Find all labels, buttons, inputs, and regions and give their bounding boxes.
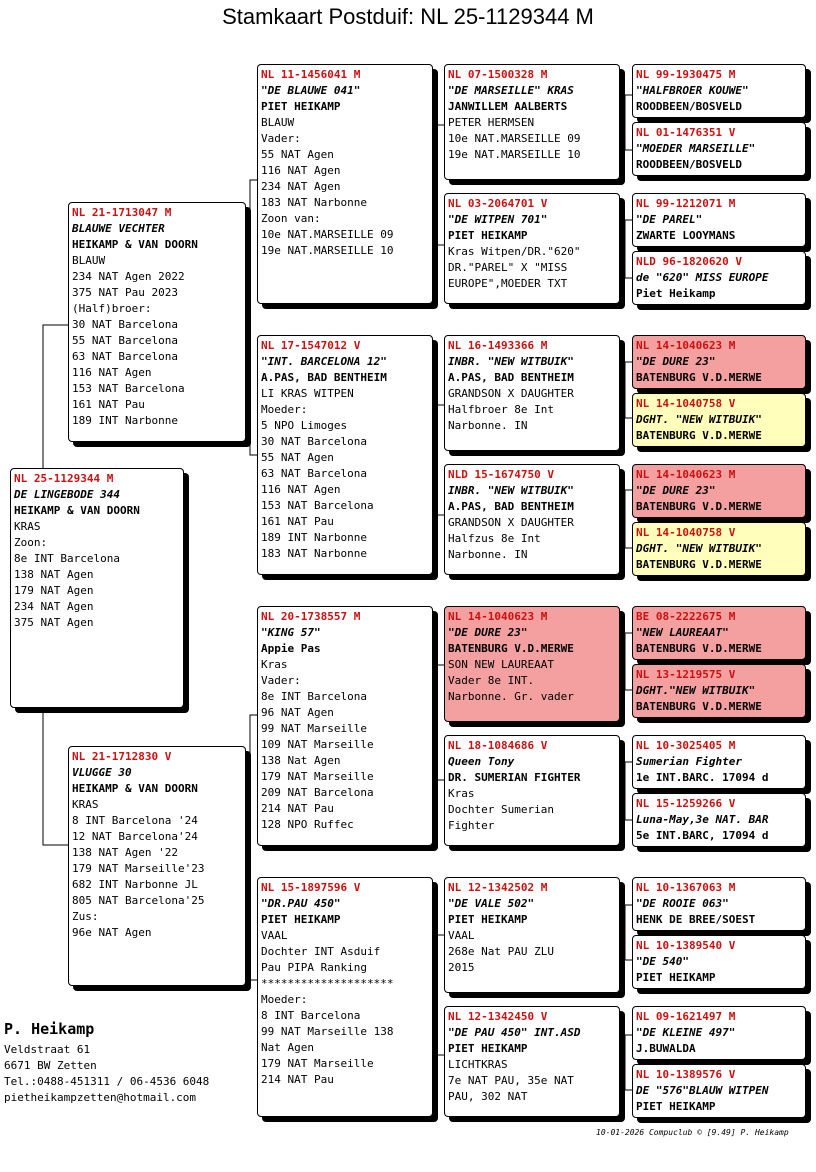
info-line: Fighter: [448, 819, 495, 832]
info-line: 63 NAT Barcelona: [72, 350, 178, 363]
info-line: Narbonne. IN: [448, 419, 528, 432]
ring-number: NL 15-1259266 V: [636, 797, 736, 810]
info-line: 375 NAT Agen: [14, 616, 94, 629]
info-line: 55 NAT Agen: [261, 148, 334, 161]
pedigree-card-g3[interactable]: [632, 193, 806, 247]
pigeon-name: "DE ROOIE 063": [636, 897, 729, 910]
breeder: ZWARTE LOOYMANS: [636, 229, 736, 242]
breeder: BATENBURG V.D.MERWE: [448, 642, 574, 655]
pedigree-card-g2[interactable]: [632, 122, 806, 176]
info-line: 805 NAT Barcelona'25: [72, 894, 205, 907]
info-line: 209 NAT Barcelona: [261, 786, 374, 799]
breeder: HEIKAMP & VAN DOORN: [14, 504, 140, 517]
info-line: Kras: [448, 787, 475, 800]
pedigree-card-father-sire[interactable]: [257, 64, 433, 304]
pigeon-name: "NEW LAUREAAT": [636, 626, 729, 639]
ring-number: NL 16-1493366 M: [448, 339, 548, 352]
pedigree-card-g5[interactable]: [632, 335, 806, 389]
breeder: BATENBURG V.D.MERWE: [636, 371, 762, 384]
info-line: 153 NAT Barcelona: [72, 382, 185, 395]
info-line: 234 NAT Agen: [261, 180, 341, 193]
info-line: 19e NAT.MARSEILLE 10: [448, 148, 581, 161]
breeder: 5e INT.BARC, 17094 d: [636, 829, 769, 842]
info-line: 161 NAT Pau: [72, 398, 145, 411]
info-line: Dochter INT Asduif: [261, 945, 381, 958]
pigeon-name: "DE DURE 23": [636, 484, 716, 497]
ring-number: NL 99-1212071 M: [636, 197, 736, 210]
breeder: A.PAS, BAD BENTHEIM: [448, 500, 574, 513]
pedigree-card-mother[interactable]: [68, 746, 246, 986]
info-line: Moeder:: [261, 403, 308, 416]
ring-number: NL 03-2064701 V: [448, 197, 548, 210]
pedigree-card-g13[interactable]: [632, 877, 806, 931]
breeder: HENK DE BREE/SOEST: [636, 913, 756, 926]
ring-number: NL 12-1342450 V: [448, 1010, 548, 1023]
info-line: Vader:: [261, 674, 301, 687]
breeder: HEIKAMP & VAN DOORN: [72, 238, 198, 251]
pigeon-name: "DE WITPEN 701": [448, 213, 548, 226]
info-line: Vader:: [261, 132, 301, 145]
pedigree-card-g4[interactable]: [632, 251, 806, 305]
info-line: 116 NAT Agen: [261, 164, 341, 177]
pigeon-name: de "620" MISS EUROPE: [636, 271, 769, 284]
info-line: SON NEW LAUREAAT: [448, 658, 554, 671]
pedigree-card-g11[interactable]: [632, 735, 806, 789]
info-line: 116 NAT Agen: [261, 483, 341, 496]
breeder: PIET HEIKAMP: [636, 1100, 716, 1113]
info-line: Vader 8e INT.: [448, 674, 535, 687]
info-line: 10e NAT.MARSEILLE 09: [261, 228, 394, 241]
pedigree-card-father[interactable]: [68, 202, 246, 442]
owner-block: [4, 1018, 209, 1106]
info-line: DR."PAREL" X "MISS: [448, 261, 568, 274]
info-line: 8e INT Barcelona: [261, 690, 367, 703]
info-line: 214 NAT Pau: [261, 1073, 334, 1086]
pedigree-card-mother-sire[interactable]: [257, 606, 433, 846]
pedigree-card-mm-sire[interactable]: [444, 877, 620, 993]
breeder: PIET HEIKAMP: [448, 913, 528, 926]
pedigree-card-mf-dam[interactable]: [444, 735, 620, 846]
info-line: 96 NAT Agen: [261, 706, 334, 719]
ring-number: NL 14-1040758 V: [636, 526, 736, 539]
pedigree-card-g10[interactable]: [632, 664, 806, 718]
pigeon-name: "KING 57": [261, 626, 321, 639]
ring-number: NL 15-1897596 V: [261, 881, 361, 894]
info-line: GRANDSON X DAUGHTER: [448, 387, 574, 400]
info-line: 189 INT Narbonne: [72, 414, 178, 427]
info-line: Zoon van:: [261, 212, 321, 225]
info-line: 375 NAT Pau 2023: [72, 286, 178, 299]
ring-number: NLD 15-1674750 V: [448, 468, 554, 481]
owner-address-street: Veldstraat 61: [4, 1043, 91, 1056]
info-line: 179 NAT Agen: [14, 584, 94, 597]
pedigree-card-g15[interactable]: [632, 1006, 806, 1060]
ring-number: NL 01-1476351 V: [636, 126, 736, 139]
info-line: Moeder:: [261, 993, 308, 1006]
info-line: 682 INT Narbonne JL: [72, 878, 198, 891]
info-line: 2015: [448, 961, 475, 974]
breeder: PIET HEIKAMP: [448, 229, 528, 242]
info-line: Narbonne. IN: [448, 548, 528, 561]
info-line: BLAUW: [72, 254, 106, 267]
pedigree-card-g6[interactable]: [632, 393, 806, 447]
info-line: 12 NAT Barcelona'24: [72, 830, 198, 843]
info-line: PAU, 302 NAT: [448, 1090, 528, 1103]
pedigree-card-ff-dam[interactable]: [444, 193, 620, 304]
ring-number: NLD 96-1820620 V: [636, 255, 742, 268]
info-line: PETER HERMSEN: [448, 116, 535, 129]
info-line: LICHTKRAS: [448, 1058, 508, 1071]
info-line: 116 NAT Agen: [72, 366, 152, 379]
info-line: KRAS: [72, 798, 99, 811]
info-line: 96e NAT Agen: [72, 926, 152, 939]
ring-number: NL 10-3025405 M: [636, 739, 736, 752]
ring-number: NL 18-1084686 V: [448, 739, 548, 752]
info-line: Zus:: [72, 910, 99, 923]
info-line: 8 INT Barcelona: [261, 1009, 361, 1022]
pedigree-card-father-dam[interactable]: [257, 335, 433, 575]
info-line: 55 NAT Agen: [261, 451, 334, 464]
info-line: VAAL: [261, 929, 288, 942]
pedigree-card-g1[interactable]: [632, 64, 806, 118]
ring-number: NL 14-1040623 M: [636, 468, 736, 481]
ring-number: NL 07-1500328 M: [448, 68, 548, 81]
pigeon-name: "HALFBROER KOUWE": [636, 84, 749, 97]
ring-number: NL 10-1367063 M: [636, 881, 736, 894]
ring-number: NL 14-1040623 M: [636, 339, 736, 352]
info-line: 234 NAT Agen: [14, 600, 94, 613]
ring-number: NL 17-1547012 V: [261, 339, 361, 352]
pigeon-name: DGHT. "NEW WITBUIK": [636, 413, 762, 426]
pedigree-card-subject[interactable]: [10, 468, 184, 708]
pigeon-name: "DE BLAUWE 041": [261, 84, 361, 97]
ring-number: NL 25-1129344 M: [14, 472, 114, 485]
owner-email[interactable]: pietheikampzetten@hotmail.com: [4, 1091, 197, 1104]
info-line: 30 NAT Barcelona: [72, 318, 178, 331]
info-line: 10e NAT.MARSEILLE 09: [448, 132, 581, 145]
ring-number: NL 13-1219575 V: [636, 668, 736, 681]
pedigree-card-mm-dam[interactable]: [444, 1006, 620, 1117]
breeder: DR. SUMERIAN FIGHTER: [448, 771, 581, 784]
ring-number: NL 14-1040758 V: [636, 397, 736, 410]
pedigree-card-fm-dam[interactable]: [444, 464, 620, 575]
info-line: 179 NAT Marseille: [261, 1057, 374, 1070]
pigeon-name: DE LINGEBODE 344: [14, 488, 120, 501]
breeder: HEIKAMP & VAN DOORN: [72, 782, 198, 795]
pigeon-name: "DE PAU 450" INT.ASD: [448, 1026, 581, 1039]
owner-name: P. Heikamp: [4, 1020, 95, 1038]
info-line: 183 NAT Narbonne: [261, 196, 367, 209]
page-title: Stamkaart Postduif: NL 25-1129344 M: [222, 4, 594, 29]
info-line: (Half)broer:: [72, 302, 152, 315]
info-line: 128 NPO Ruffec: [261, 818, 354, 831]
pigeon-name: "DE KLEINE 497": [636, 1026, 736, 1039]
owner-address-city: 6671 BW Zetten: [4, 1059, 97, 1072]
breeder: BATENBURG V.D.MERWE: [636, 429, 762, 442]
breeder: ROODBEEN/BOSVELD: [636, 100, 742, 113]
info-line: 109 NAT Marseille: [261, 738, 374, 751]
breeder: PIET HEIKAMP: [448, 1042, 528, 1055]
ring-number: NL 10-1389540 V: [636, 939, 736, 952]
info-line: 55 NAT Barcelona: [72, 334, 178, 347]
pedigree-card-g8[interactable]: [632, 522, 806, 576]
info-line: 99 NAT Marseille 138: [261, 1025, 394, 1038]
info-line: 30 NAT Barcelona: [261, 435, 367, 448]
pedigree-card-mf-sire[interactable]: [444, 606, 620, 722]
ring-number: NL 20-1738557 M: [261, 610, 361, 623]
pedigree-card-g9[interactable]: [632, 606, 806, 660]
pigeon-name: DGHT."NEW WITBUIK": [636, 684, 756, 697]
info-line: 8 INT Barcelona '24: [72, 814, 198, 827]
pedigree-card-fm-sire[interactable]: [444, 335, 620, 451]
pedigree-card-mother-dam[interactable]: [257, 877, 433, 1117]
info-line: Halfzus 8e Int: [448, 532, 541, 545]
pigeon-name: DGHT. "NEW WITBUIK": [636, 542, 762, 555]
pigeon-name: INBR. "NEW WITBUIK": [448, 355, 574, 368]
info-line: KRAS: [14, 520, 41, 533]
footer-credit: 10-01-2026 Compuclub © [9.49] P. Heikamp: [596, 1128, 789, 1137]
info-line: Narbonne. Gr. vader: [448, 690, 574, 703]
pigeon-name: "DE VALE 502": [448, 897, 535, 910]
info-line: 183 NAT Narbonne: [261, 547, 367, 560]
breeder: 1e INT.BARC. 17094 d: [636, 771, 769, 784]
info-line: GRANDSON X DAUGHTER: [448, 516, 574, 529]
info-line: Zoon:: [14, 536, 48, 549]
info-line: 19e NAT.MARSEILLE 10: [261, 244, 394, 257]
breeder: JANWILLEM AALBERTS: [448, 100, 568, 113]
pigeon-name: DE "576"BLAUW WITPEN: [636, 1084, 769, 1097]
pigeon-name: Queen Tony: [448, 755, 515, 768]
info-line: Pau PIPA Ranking: [261, 961, 367, 974]
ring-number: NL 12-1342502 M: [448, 881, 548, 894]
pigeon-name: VLUGGE 30: [72, 766, 132, 779]
breeder: PIET HEIKAMP: [261, 913, 341, 926]
info-line: 161 NAT Pau: [261, 515, 334, 528]
pigeon-name: "DR.PAU 450": [261, 897, 341, 910]
breeder: PIET HEIKAMP: [636, 971, 716, 984]
info-line: BLAUW: [261, 116, 295, 129]
pedigree-card-g16[interactable]: [632, 1064, 806, 1118]
ring-number: NL 09-1621497 M: [636, 1010, 736, 1023]
pedigree-card-g7[interactable]: [632, 464, 806, 518]
pedigree-card-g14[interactable]: [632, 935, 806, 989]
pedigree-card-g12[interactable]: [632, 793, 806, 847]
ring-number: NL 21-1713047 M: [72, 206, 172, 219]
info-line: Kras Witpen/DR."620": [448, 245, 581, 258]
info-line: VAAL: [448, 929, 475, 942]
info-line: 8e INT Barcelona: [14, 552, 120, 565]
info-line: ********************: [261, 977, 394, 990]
ring-number: NL 10-1389576 V: [636, 1068, 736, 1081]
ring-number: NL 14-1040623 M: [448, 610, 548, 623]
breeder: A.PAS, BAD BENTHEIM: [448, 371, 574, 384]
ring-number: NL 11-1456041 M: [261, 68, 361, 81]
info-line: 5 NPO Limoges: [261, 419, 348, 432]
breeder: BATENBURG V.D.MERWE: [636, 558, 762, 571]
pigeon-name: "DE DURE 23": [448, 626, 528, 639]
info-line: 138 NAT Agen: [14, 568, 94, 581]
pedigree-card-ff-sire[interactable]: [444, 64, 620, 180]
info-line: 63 NAT Barcelona: [261, 467, 367, 480]
breeder: Appie Pas: [261, 642, 321, 655]
breeder: BATENBURG V.D.MERWE: [636, 500, 762, 513]
pigeon-name: INBR. "NEW WITBUIK": [448, 484, 574, 497]
breeder: A.PAS, BAD BENTHEIM: [261, 371, 387, 384]
pigeon-name: "INT. BARCELONA 12": [261, 355, 387, 368]
info-line: 138 NAT Agen '22: [72, 846, 178, 859]
pigeon-name: Sumerian Fighter: [636, 755, 742, 768]
owner-phone: Tel.:0488-451311 / 06-4536 6048: [4, 1075, 210, 1088]
breeder: ROODBEEN/BOSVELD: [636, 158, 742, 171]
ring-number: BE 08-2222675 M: [636, 610, 736, 623]
ring-number: NL 99-1930475 M: [636, 68, 736, 81]
info-line: Nat Agen: [261, 1041, 314, 1054]
pigeon-name: BLAUWE VECHTER: [72, 222, 165, 235]
info-line: 99 NAT Marseille: [261, 722, 367, 735]
info-line: Kras: [261, 658, 288, 671]
breeder: BATENBURG V.D.MERWE: [636, 642, 762, 655]
breeder: J.BUWALDA: [636, 1042, 696, 1055]
info-line: 234 NAT Agen 2022: [72, 270, 185, 283]
info-line: 179 NAT Marseille: [261, 770, 374, 783]
pigeon-name: Luna-May,3e NAT. BAR: [636, 813, 769, 826]
breeder: Piet Heikamp: [636, 287, 716, 300]
pigeon-name: "DE 540": [636, 955, 689, 968]
info-line: 179 NAT Marseille'23: [72, 862, 205, 875]
info-line: LI KRAS WITPEN: [261, 387, 354, 400]
pigeon-name: "DE DURE 23": [636, 355, 716, 368]
ring-number: NL 21-1712830 V: [72, 750, 172, 763]
pigeon-name: "MOEDER MARSEILLE": [636, 142, 756, 155]
info-line: 153 NAT Barcelona: [261, 499, 374, 512]
breeder: PIET HEIKAMP: [261, 100, 341, 113]
info-line: Halfbroer 8e Int: [448, 403, 554, 416]
info-line: Dochter Sumerian: [448, 803, 554, 816]
breeder: BATENBURG V.D.MERWE: [636, 700, 762, 713]
info-line: 214 NAT Pau: [261, 802, 334, 815]
pigeon-name: "DE MARSEILLE" KRAS: [448, 84, 574, 97]
info-line: 189 INT Narbonne: [261, 531, 367, 544]
info-line: 7e NAT PAU, 35e NAT: [448, 1074, 574, 1087]
info-line: 138 Nat Agen: [261, 754, 341, 767]
info-line: EUROPE",MOEDER TXT: [448, 277, 568, 290]
info-line: 268e Nat PAU ZLU: [448, 945, 554, 958]
pigeon-name: "DE PAREL": [636, 213, 703, 226]
